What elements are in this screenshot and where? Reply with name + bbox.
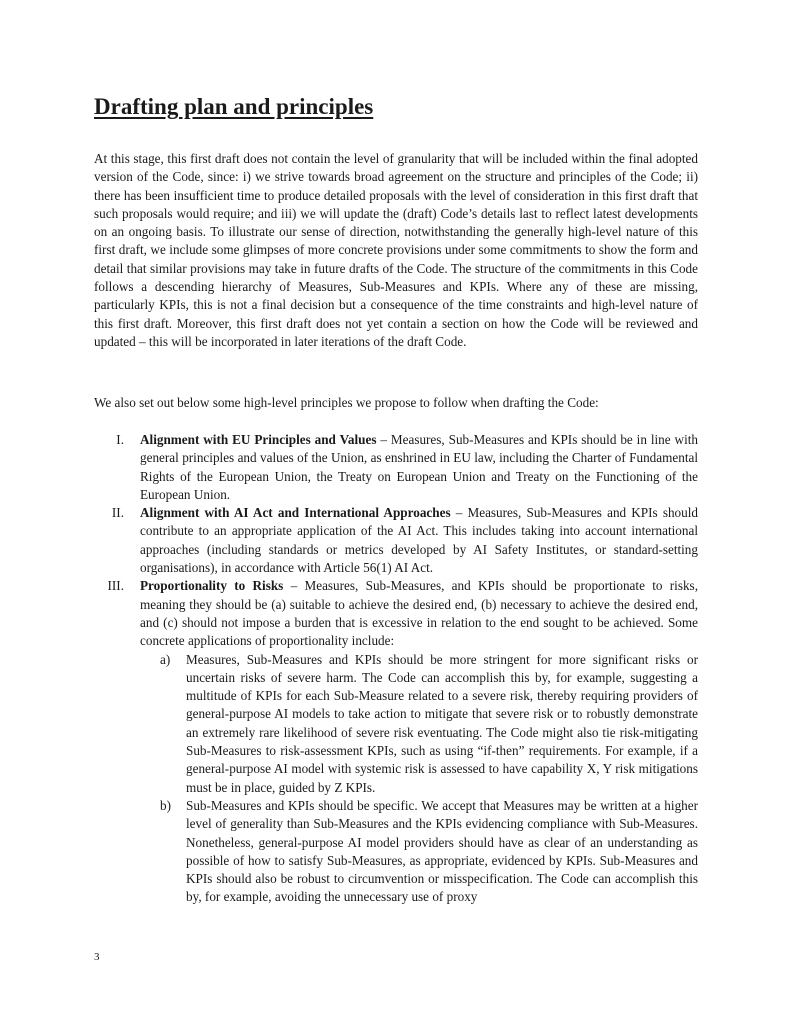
page-title: Drafting plan and principles [94, 94, 374, 119]
principle-text: – Measures, Sub-Measures and KPIs should be in line with general principles and values of the Union, as enshrined in EU law, including the Charter of Fundamental Rights of the European Union, the Treaty on European Union and Treaty on the Functioning of the European Union. [140, 432, 698, 502]
principle-number: II. [111, 505, 124, 521]
principle-text: – Measures, Sub-Measures, and KPIs should be proportionate to risks, meaning they should be (a) suitable to achieve the desired end, (b) necessary to achieve the desired end, and (c) should not impose a burden that is excessive in relation to the end sought to be achieved. Some concrete applications of proportionality include: [140, 578, 698, 649]
principle-text: – Measures, Sub-Measures and KPIs should contribute to an appropriate application of the AI Act. This includes taking into account international approaches (including standards or metrics developed by AI Safety Institutes, or standard-setting organisations), in accordance with Article 56(1) AI Act. [140, 505, 698, 576]
principle-number: I. [116, 432, 124, 447]
sub-item-text: Measures, Sub-Measures and KPIs should be more stringent for more significant risks or uncertain risks of severe harm. The Code can accomplish this by, for example, suggesting a multitude of KPIs for each Sub-Measure related to a severe risk, thereby requiring providers of general-purpose AI models to take action to mitigate that severe risk or to robustly demonstrate an extremely rare likelihood of severe risk eventuating. The Code might also tie risk-mitigating Sub-Measures to risk-assessment KPIs, such as using “if-then” requirements. For example, if a general-purpose AI model with systemic risk is assessed to have capability X, Y risk mitigations must be in place, guided by Z KPIs. [186, 651, 698, 795]
sub-item [140, 797, 698, 907]
intro-paragraph: At this stage, this first draft does not contain the level of granularity that will be included within the final adopted version of the Code, since: i) we strive towards broad agreement on the structure and principles of the Code; ii) there has been insufficient time to produce detailed proposals with the level of consideration in this first draft that such proposals would require; and iii) we will update the (draft) Code’s details last to reflect latest developments on an ongoing basis. To illustrate our sense of direction, notwithstanding the generally high-level nature of this first draft, we include some glimpses of more concrete provisions under some commitments to show the form and detail that similar provisions may take in future drafts of the Code. The structure of the commitments in this Code follows a descending hierarchy of Measures, Sub-Measures and KPIs. Where any of these are missing, particularly KPIs, this is not a final decision but a consequence of the time constraints and high-level nature of this first draft. Moreover, this first draft does not yet contain a section on how the Code will be reviewed and updated – this will be incorporated in later iterations of the draft Code. [94, 151, 698, 349]
principles-list [94, 431, 698, 907]
principle-heading: Alignment with EU Principles and Values [140, 432, 377, 447]
principles-lead-in: We also set out below some high-level principles we propose to follow when drafting the Code: [94, 395, 599, 410]
sub-item-label: b) [160, 797, 171, 813]
proportionality-sublist [140, 651, 698, 907]
principle-number: III. [107, 578, 124, 594]
principle-item [94, 431, 698, 504]
principle-heading: Proportionality to Risks [140, 578, 284, 594]
sub-item-label: a) [160, 651, 171, 667]
principle-item [94, 577, 698, 906]
principle-item [94, 504, 698, 577]
principle-heading: Alignment with AI Act and International Approaches [140, 505, 451, 521]
sub-item [140, 651, 698, 797]
page-number: 3 [94, 951, 100, 963]
sub-item-text: Sub-Measures and KPIs should be specific. We accept that Measures may be written at a higher level of generality than Sub-Measures and the KPIs evidencing compliance with Sub-Measures. Nonetheless, general-purpose AI model providers should have as clear of an understanding as possible of how to satisfy Sub-Measures, as appropriate, evidenced by KPIs. Sub-Measures and KPIs should also be robust to circumvention or misspecification. The Code can accomplish this by, for example, avoiding the unnecessary use of proxy [186, 797, 698, 905]
